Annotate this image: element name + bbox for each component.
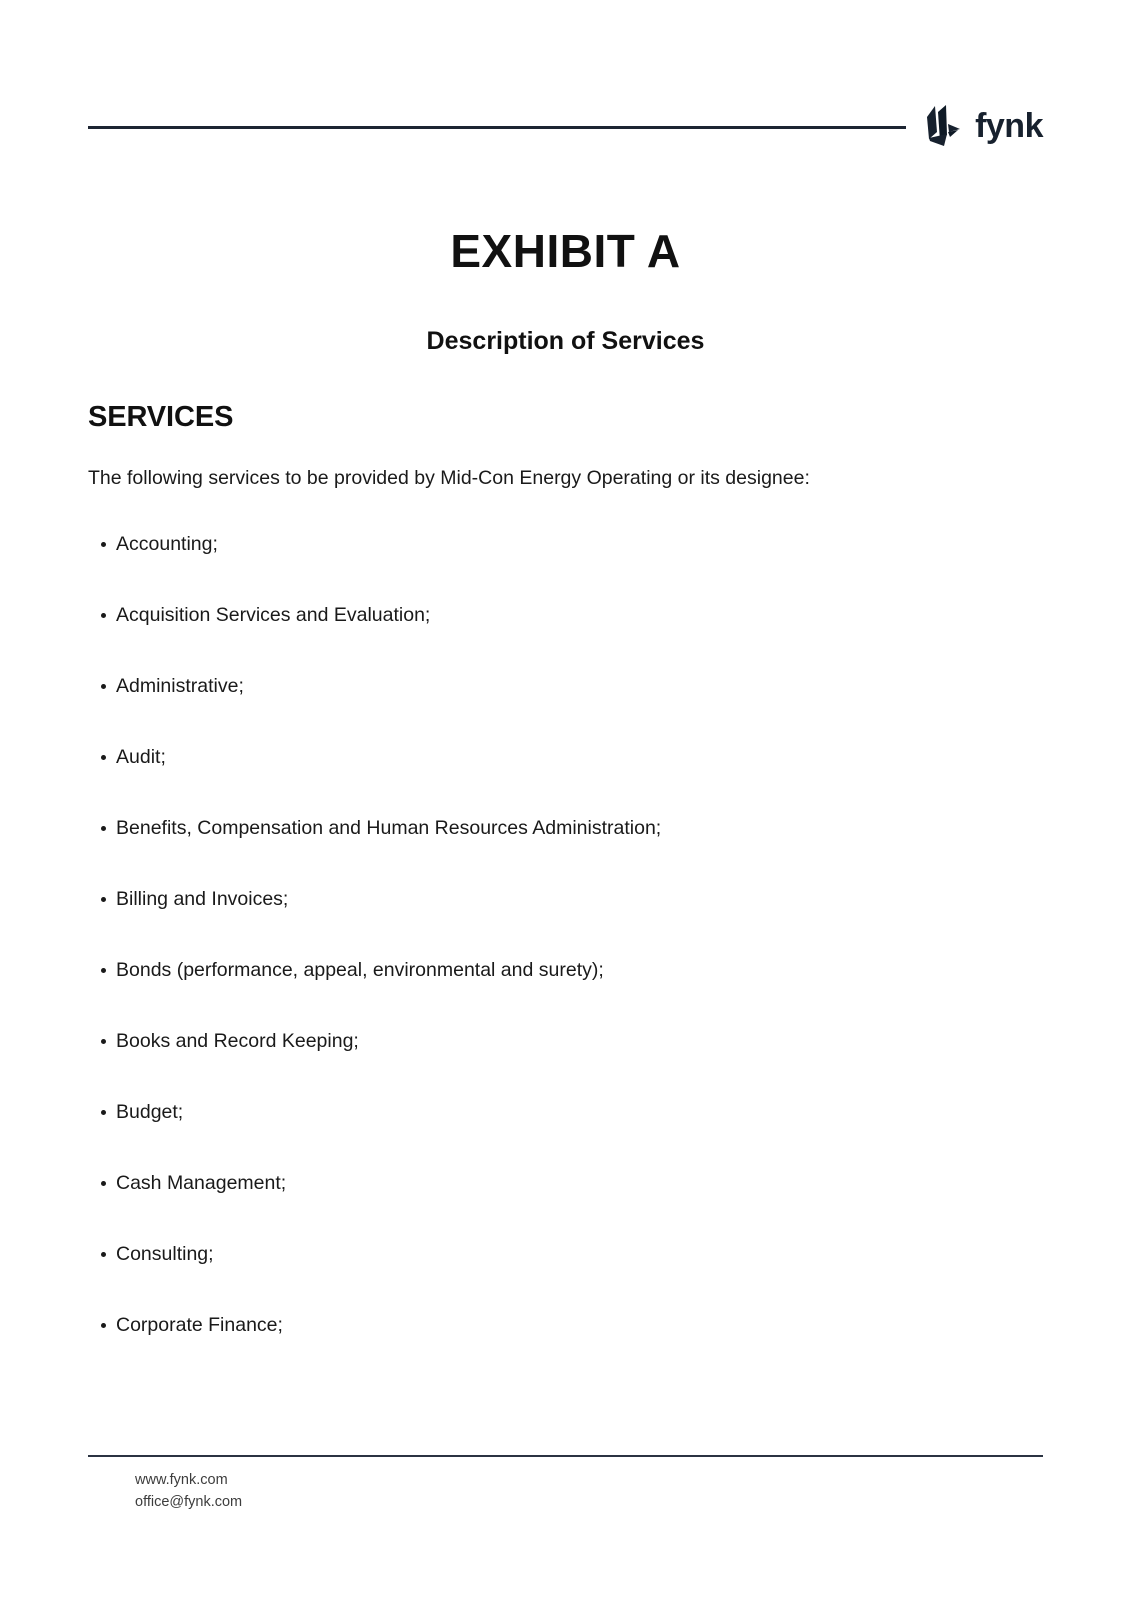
list-item-label: Benefits, Compensation and Human Resources Administration;	[116, 817, 662, 839]
footer-email: office@fynk.com	[135, 1493, 243, 1510]
section-heading-services: SERVICES	[88, 401, 234, 433]
list-item-label: Acquisition Services and Evaluation;	[116, 604, 431, 626]
header-divider	[88, 126, 906, 129]
list-item-label: Bonds (performance, appeal, environmental and surety);	[116, 959, 604, 981]
list-item-label: Accounting;	[116, 533, 218, 555]
page-title: EXHIBIT A	[450, 225, 681, 277]
bullet-icon	[101, 542, 106, 547]
bullet-icon	[101, 968, 106, 973]
brand-wordmark: fynk	[975, 107, 1043, 145]
bullet-icon	[101, 1181, 106, 1186]
list-item	[88, 817, 1043, 888]
page-header	[88, 96, 1043, 156]
list-item	[88, 746, 1043, 817]
origami-bird-icon	[920, 105, 966, 147]
list-item-label: Consulting;	[116, 1243, 214, 1265]
list-item	[88, 533, 1043, 604]
bullet-icon	[101, 613, 106, 618]
list-item	[88, 675, 1043, 746]
list-item	[88, 1030, 1043, 1101]
bullet-icon	[101, 755, 106, 760]
footer-website: www.fynk.com	[135, 1472, 228, 1488]
list-item-label: Budget;	[116, 1101, 184, 1123]
list-item-label: Cash Management;	[116, 1172, 287, 1194]
brand-logo	[920, 105, 1043, 147]
list-item	[88, 1243, 1043, 1314]
bullet-icon	[101, 897, 106, 902]
list-item-label: Billing and Invoices;	[116, 888, 289, 910]
footer-divider	[88, 1455, 1043, 1457]
list-item-label: Audit;	[116, 746, 166, 768]
bullet-icon	[101, 684, 106, 689]
list-item-label: Books and Record Keeping;	[116, 1030, 359, 1052]
intro-paragraph: The following services to be provided by Mid-Con Energy Operating or its designee:	[88, 467, 810, 489]
list-item	[88, 1172, 1043, 1243]
bullet-icon	[101, 826, 106, 831]
list-item-label: Corporate Finance;	[116, 1314, 283, 1336]
list-item	[88, 1101, 1043, 1172]
page-subtitle: Description of Services	[426, 327, 705, 355]
bullet-icon	[101, 1110, 106, 1115]
bullet-icon	[101, 1252, 106, 1257]
list-item	[88, 959, 1043, 1030]
list-item	[88, 1314, 1043, 1385]
list-item	[88, 888, 1043, 959]
list-item-label: Administrative;	[116, 675, 244, 697]
services-list	[88, 533, 1043, 1385]
list-item	[88, 604, 1043, 675]
bullet-icon	[101, 1039, 106, 1044]
page-footer	[135, 1470, 242, 1514]
bullet-icon	[101, 1323, 106, 1328]
